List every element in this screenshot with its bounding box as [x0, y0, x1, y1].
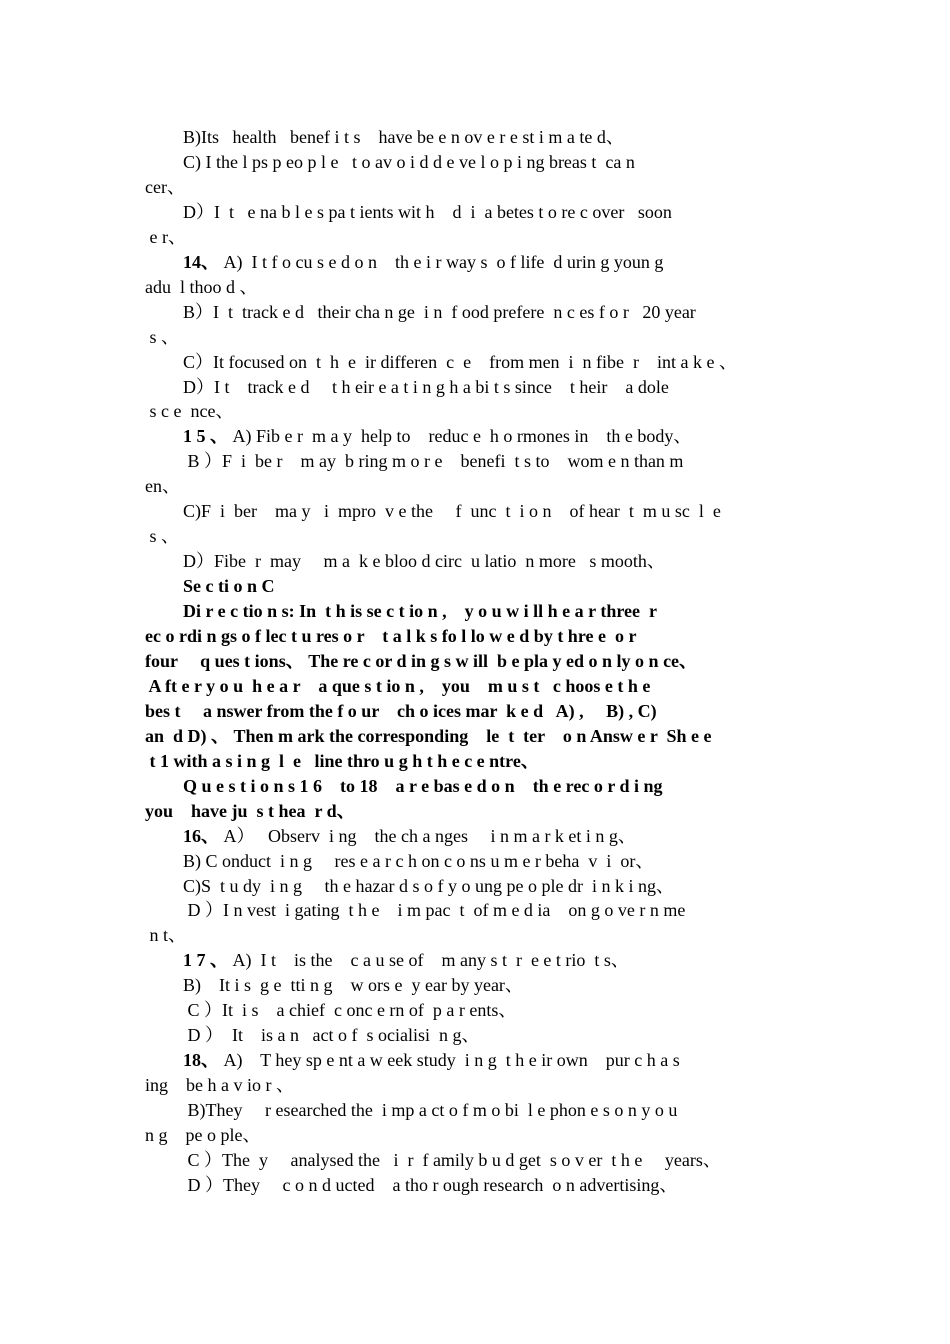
text-line: B）I t track e d their cha n ge i n f ood prefere n c es f o r 20 year [183, 301, 696, 322]
text-line: adu l thoo d 、 [145, 276, 258, 297]
text-line: D）I t e na b l e s pa t ients wit h d i a betes t o re c over soon [183, 201, 672, 222]
text-line: D）Fibe r may m a k e bloo d circ u latio n more s mooth、 [183, 551, 665, 572]
question-number: 18、 [183, 1050, 219, 1071]
text-line: C ）It i s a chief c onc e rn of p a r ents、 [183, 1000, 517, 1021]
text-line: Di r e c tio n s: In t h is se c t io n , y o u w i ll h e a r three r [183, 601, 657, 622]
text-line: D）I t track e d t h eir e a t i n g h a bi t s since t heir a dole [183, 376, 669, 397]
question-option: A） Observ i ng the ch a nges i n m a r k et i n g、 [219, 825, 636, 846]
text-line: D ）They c o n d ucted a tho r ough research o n advertising、 [183, 1174, 678, 1195]
text-line: cer、 [145, 176, 185, 197]
question-option: A) I t is the c a u se of m any s t r e e t rio t s、 [228, 950, 629, 971]
text-line: D ） It is a n act o f s ocialisi n g、 [183, 1025, 480, 1046]
question-number: 1 7 、 [183, 950, 228, 971]
text-line: t 1 with a s i n g l e line thro u g h t h e c e ntre、 [145, 750, 539, 771]
text-line: B) It i s g e tti n g w ors e y ear by year、 [183, 975, 523, 996]
question-option: A) I t f o cu s e d o n th e i r way s o f life d urin g youn g [219, 251, 664, 272]
question-number: 1 5 、 [183, 426, 228, 447]
text-line: C ）The y analysed the i r f amily b u d get s o v er t h e years、 [183, 1149, 721, 1170]
text-line: B)They r esearched the i mp a ct o f m o bi l e phon e s o n y o u [183, 1100, 678, 1121]
text-line [183, 824, 636, 849]
text-line: ing be h a v io r 、 [145, 1075, 294, 1096]
text-line [183, 424, 691, 449]
text-line [183, 1048, 680, 1073]
text-line: en、 [145, 476, 180, 497]
text-line: B)Its health benef i t s have be e n ov e r e st i m a te d、 [183, 127, 624, 147]
text-line: C) I the l ps p eo p l e t o av o i d d e ve l o p i ng breas t ca n [183, 151, 635, 172]
text-line: B) C onduct i n g res e a r c h on c o ns u m e r beha v i or、 [183, 850, 654, 871]
text-line: Se c ti o n C [183, 576, 275, 597]
text-line: e r、 [145, 226, 186, 247]
text-line: C)F i ber ma y i mpro v e the f unc t i o n of hear t m u sc l e [183, 501, 721, 522]
text-line: D ）I n vest i gating t h e i m pac t of m e d ia on g o ve r n me [183, 900, 686, 921]
text-line: you have ju s t hea r d、 [145, 800, 355, 821]
text-line: s 、 [145, 326, 180, 347]
text-line: C)S t u dy i n g th e hazar d s o f y o ung pe o ple dr i n k i ng、 [183, 875, 674, 896]
text-line: s c e nce、 [145, 401, 234, 422]
text-line: four q ues t ions、 The re c or d in g s w ill b e pla y ed o n ly o n ce、 [145, 650, 698, 671]
text-line: n t、 [145, 925, 187, 946]
question-number: 16、 [183, 825, 219, 846]
text-line: s 、 [145, 526, 180, 547]
question-number: 14、 [183, 251, 219, 272]
text-line: n g pe o ple、 [145, 1125, 261, 1145]
text-line: ec o rdi n gs o f lec t u res o r t a l k s fo l lo w e d by t hre e o r [145, 626, 637, 646]
text-line: bes t a nswer from the f o ur ch o ices mar k e d A) , B) , C) [145, 700, 657, 721]
text-line: Q u e s t i o n s 1 6 to 18 a r e bas e d o n th e rec o r d i ng [183, 775, 663, 796]
text-line: A ft e r y o u h e a r a que s t io n , you m u s t c hoos e t h e [145, 675, 651, 696]
text-line: C）It focused on t h e ir differen c e from men i n fibe r int a k e 、 [183, 351, 738, 372]
question-option: A) Fib e r m a y help to reduc e h o rmones in th e body、 [228, 426, 692, 447]
text-line: an d D) 、 Then m ark the corresponding le t ter o n Answ e r Sh e e [145, 725, 712, 746]
question-option: A) T hey sp e nt a w eek study i n g t h e ir own pur c h a s [219, 1050, 680, 1071]
text-line: B ）F i be r m ay b ring m o r e benefi t s to wom e n than m [183, 451, 684, 472]
text-line [183, 948, 629, 973]
text-line [183, 250, 663, 275]
